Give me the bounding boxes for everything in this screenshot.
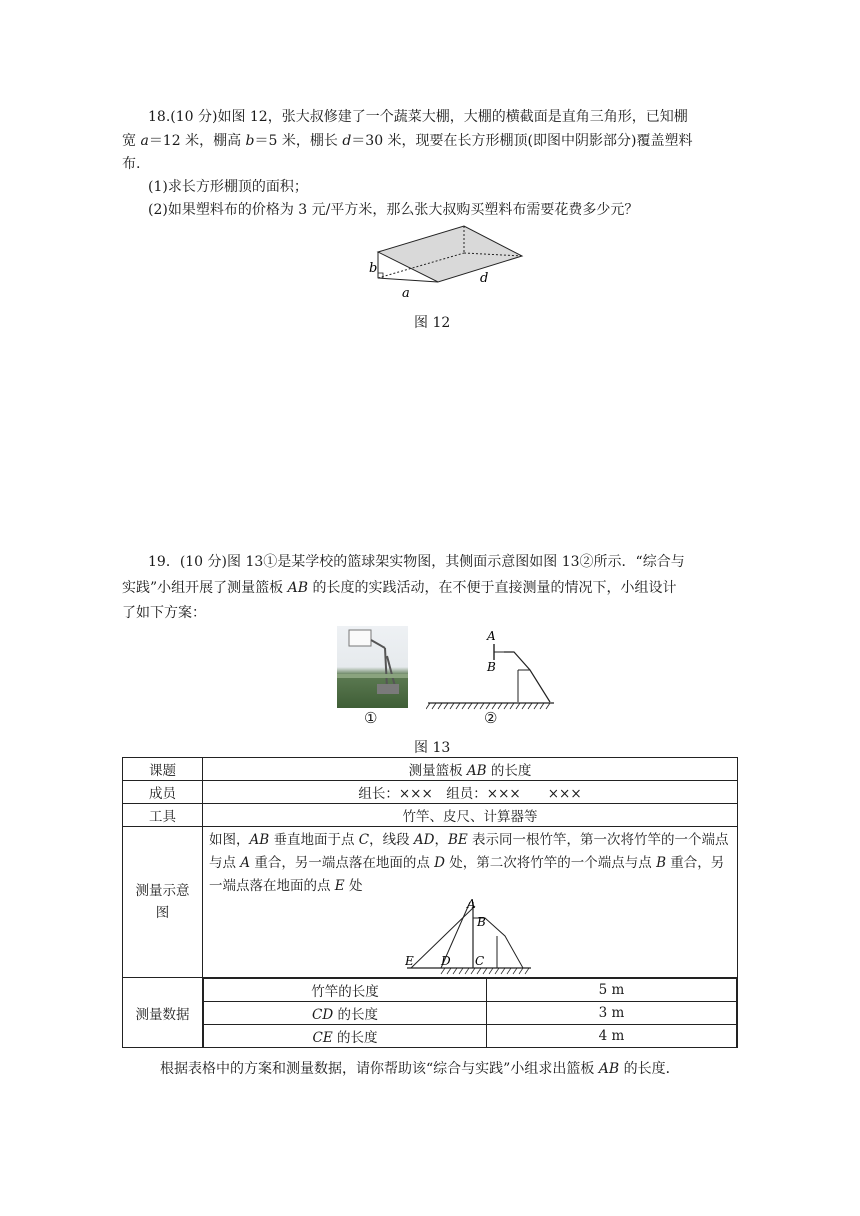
measurement-data-table	[203, 978, 737, 1047]
q18-line-1: 18.(10 分)如图 12，张大叔修建了一个蔬菜大棚，大棚的横截面是直角三角形，已知棚	[148, 109, 688, 125]
table-row	[123, 781, 738, 804]
var-b: b	[245, 133, 255, 149]
text: 的长度的实践活动，在不便于直接测量的情况下，小组设计	[308, 580, 677, 596]
table-row	[123, 978, 738, 1048]
roof-shaded	[378, 226, 522, 282]
text: 重合，另一端点落在地面的点	[209, 855, 725, 894]
var: AB	[249, 832, 270, 848]
text: 的长度	[332, 1030, 378, 1046]
q18-sub-1: (1)求长方形棚顶的面积；	[148, 179, 308, 195]
text: 表示同一根竹竿，第一次将竹竿的一个端点与点	[209, 832, 729, 871]
text: ＝5 米，棚长	[254, 133, 343, 149]
q18-line-2	[122, 130, 692, 152]
basketball-hoop-photo	[337, 626, 408, 708]
text: 如图，	[209, 832, 250, 848]
point-e: E	[405, 954, 414, 968]
text: ，线段	[369, 832, 414, 848]
closing-question	[160, 1058, 680, 1080]
var-d: d	[342, 133, 352, 149]
figure-13-caption: 图 13	[414, 740, 451, 756]
table-row	[123, 758, 738, 781]
text: ，	[434, 832, 448, 848]
table-row	[204, 1002, 737, 1025]
var-ab: AB	[466, 763, 487, 779]
text: ＝30 米，现要在长方形棚顶(即图中阴影部分)覆盖塑料	[351, 133, 693, 149]
q18-line-3: 布.	[122, 156, 141, 172]
diagram-mark-2: ②	[484, 709, 498, 727]
measurement-diagram	[405, 898, 545, 976]
cell-topic-value	[203, 758, 738, 781]
var-ab: AB	[598, 1061, 620, 1077]
cell-diagram-value	[203, 827, 738, 978]
figure-12-caption: 图 12	[414, 315, 451, 331]
text: ＝12 米，棚高	[148, 133, 246, 149]
var: B	[656, 855, 666, 871]
text: 竹竿的长度	[311, 984, 379, 1000]
text: 的长度．	[619, 1061, 680, 1077]
point-a: A	[467, 898, 476, 911]
cell-tools-label: 工具	[123, 804, 203, 827]
measure-name	[204, 1002, 487, 1025]
point-b: B	[477, 915, 486, 929]
measure-value: 5 m	[487, 979, 737, 1002]
q19-line-1: 19．(10 分)图 13①是某学校的篮球架实物图，其侧面示意图如图 13②所示．“综合与	[148, 554, 685, 570]
ground-hatch	[441, 968, 529, 974]
measure-name	[204, 1025, 487, 1048]
hoop-side-diagram	[426, 626, 556, 710]
text: 重合，另一端点落在地面的点	[250, 855, 435, 871]
text: 处	[344, 878, 363, 894]
var: CE	[312, 1030, 333, 1046]
var: D	[434, 855, 445, 871]
text: 测量篮板	[408, 763, 467, 779]
cell-topic-label: 课题	[123, 758, 203, 781]
text: 垂直地面于点	[269, 832, 359, 848]
var: CD	[312, 1007, 334, 1023]
text: 根据表格中的方案和测量数据，请你帮助该“综合与实践”小组求出篮板	[160, 1061, 599, 1077]
var-ab: AB	[287, 580, 309, 596]
photo-mark-1: ①	[364, 709, 378, 727]
measure-name	[204, 979, 487, 1002]
q19-line-2	[122, 577, 676, 599]
var: A	[240, 855, 251, 871]
var: AD	[413, 832, 435, 848]
label-a: A	[487, 629, 496, 643]
text: 实践”小组开展了测量篮板	[122, 580, 288, 596]
cell-members-value: 组长：××× 组员：××× ×××	[203, 781, 738, 804]
var: BE	[447, 832, 468, 848]
text: 的长度	[333, 1007, 378, 1023]
scheme-description	[209, 827, 731, 898]
cell-members-label: 成员	[123, 781, 203, 804]
table-row	[204, 1025, 737, 1048]
label-b: b	[369, 261, 378, 276]
cell-data-values	[203, 978, 738, 1048]
cell-tools-value: 竹竿、皮尺、计算器等	[203, 804, 738, 827]
table-row	[123, 804, 738, 827]
cell-diagram-label: 测量示意图	[123, 827, 203, 978]
point-c: C	[475, 954, 485, 968]
edge	[378, 278, 438, 282]
var-a: a	[140, 133, 149, 149]
q18-sub-2: (2)如果塑料布的价格为 3 元/平方米，那么张大叔购买塑料布需要花费多少元？	[148, 202, 639, 218]
point-d: D	[441, 954, 451, 968]
cell-data-label: 测量数据	[123, 978, 203, 1048]
q19-line-3: 了如下方案：	[122, 605, 206, 621]
text: 的长度	[486, 763, 532, 779]
label-d: d	[480, 271, 489, 286]
var: E	[334, 878, 345, 894]
table-row	[204, 979, 737, 1002]
var: C	[358, 832, 370, 848]
table-row	[123, 827, 738, 978]
measurement-plan-table	[122, 757, 738, 1048]
label-b: B	[487, 660, 496, 674]
measure-value: 3 m	[487, 1002, 737, 1025]
measure-value: 4 m	[487, 1025, 737, 1048]
text: 宽	[122, 133, 141, 149]
text: 处，第二次将竹竿的一个端点与点	[444, 855, 657, 871]
greenhouse-figure	[366, 222, 531, 302]
label-a: a	[402, 286, 410, 301]
